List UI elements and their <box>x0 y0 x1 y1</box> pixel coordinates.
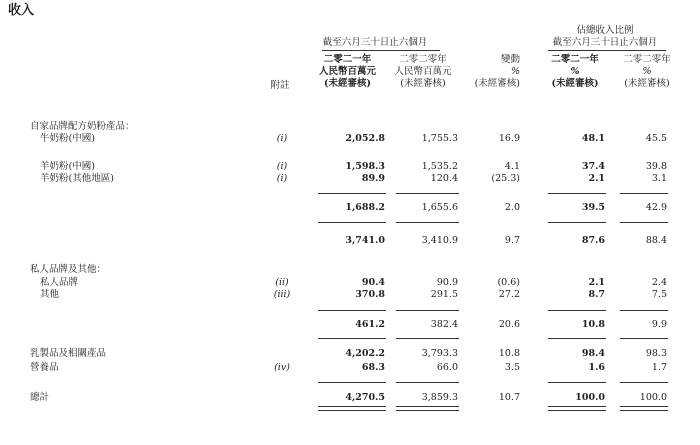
row-value-2021: 370.8 <box>355 289 385 300</box>
row-value-2020: 382.4 <box>430 319 458 330</box>
row-change: 9.7 <box>504 235 520 246</box>
row-pct-2020: 3.1 <box>651 173 667 184</box>
row-label: 營養品 <box>30 362 59 373</box>
row-change: 3.5 <box>504 362 520 373</box>
row-change: (25.3) <box>491 173 520 184</box>
row-value-2020: 3,410.9 <box>421 235 458 246</box>
section-private-brand: 私人品牌及其他： <box>30 264 107 275</box>
double-rule <box>318 406 386 411</box>
rule <box>620 382 668 383</box>
row-value-2020: 291.5 <box>430 289 458 300</box>
row-value-2021: 4,270.5 <box>345 392 385 403</box>
rule <box>396 338 459 339</box>
rule <box>548 338 606 339</box>
rule <box>396 222 459 223</box>
rule <box>548 382 606 383</box>
header-change: 變動 <box>500 54 520 65</box>
rule <box>318 382 386 383</box>
header-period-percent: 截至六月三十日止六個月 <box>552 37 658 48</box>
header-rule-main <box>322 50 440 51</box>
rule <box>548 222 606 223</box>
header-pct-2020-unaudited: (未經審核) <box>624 78 670 89</box>
header-change-unaudited: (未經審核) <box>474 78 520 89</box>
rule <box>318 193 386 194</box>
row-change: 4.1 <box>504 161 520 172</box>
row-label: 乳製品及相關產品 <box>30 348 107 359</box>
row-value-2020: 1,535.2 <box>421 161 458 172</box>
rule <box>548 193 606 194</box>
row-value-2020: 120.4 <box>430 173 458 184</box>
row-change: 20.6 <box>498 319 520 330</box>
header-currency-2021: 人民幣百萬元 <box>318 66 376 77</box>
row-change: (0.6) <box>497 277 520 288</box>
row-pct-2020: 7.5 <box>651 289 667 300</box>
row-label: 總計 <box>30 392 50 403</box>
row-change: 2.0 <box>504 202 520 213</box>
header-unaudited-2020: (未經審核) <box>400 78 446 89</box>
row-change: 27.2 <box>498 289 520 300</box>
row-pct-2021: 87.6 <box>581 235 605 246</box>
row-value-2020: 3,859.3 <box>421 392 458 403</box>
rule <box>620 310 668 311</box>
row-pct-2021: 10.8 <box>581 319 605 330</box>
header-col-2020: 二零二零年 <box>399 54 447 65</box>
rule <box>318 338 386 339</box>
row-value-2020: 66.0 <box>436 362 458 373</box>
row-note: (iii) <box>273 289 291 300</box>
header-change-pct: % <box>510 66 520 77</box>
row-value-2021: 1,688.2 <box>345 202 385 213</box>
row-pct-2020: 39.8 <box>645 161 667 172</box>
row-pct-2021: 37.4 <box>581 161 605 172</box>
row-pct-2021: 98.4 <box>581 348 605 359</box>
row-change: 10.7 <box>498 392 520 403</box>
rule <box>318 222 386 223</box>
row-value-2020: 3,793.3 <box>421 348 458 359</box>
row-value-2020: 1,755.3 <box>421 133 458 144</box>
row-pct-2021: 8.7 <box>588 289 605 300</box>
rule <box>396 193 459 194</box>
row-pct-2020: 2.4 <box>651 277 667 288</box>
row-label: 牛奶粉(中國) <box>40 133 95 144</box>
row-label: 羊奶粉(中國) <box>40 161 95 172</box>
row-note: (i) <box>276 133 288 144</box>
row-value-2021: 1,598.3 <box>345 161 385 172</box>
header-currency-2020: 人民幣百萬元 <box>394 66 452 77</box>
row-pct-2020: 100.0 <box>639 392 667 403</box>
row-note: (i) <box>276 173 288 184</box>
double-rule <box>396 406 459 411</box>
row-label: 其他 <box>40 289 60 300</box>
header-unaudited-2021: (未經審核) <box>324 78 371 89</box>
row-pct-2021: 2.1 <box>588 277 605 288</box>
header-percent-heading: 佔總收入比例 <box>576 25 634 36</box>
row-pct-2020: 98.3 <box>645 348 667 359</box>
rule <box>318 310 386 311</box>
header-rule-percent <box>548 50 666 51</box>
row-value-2021: 90.4 <box>361 277 385 288</box>
row-pct-2020: 9.9 <box>651 319 667 330</box>
header-pct-2021-unaudited: (未經審核) <box>551 78 599 89</box>
rule <box>396 310 459 311</box>
row-value-2021: 461.2 <box>355 319 385 330</box>
row-value-2021: 4,202.2 <box>345 348 385 359</box>
row-pct-2021: 1.6 <box>588 362 605 373</box>
row-note: (ii) <box>275 277 289 288</box>
row-label: 羊奶粉(其他地區) <box>40 173 114 184</box>
row-value-2021: 2,052.8 <box>345 133 385 144</box>
row-value-2021: 68.3 <box>361 362 385 373</box>
row-pct-2020: 1.7 <box>651 362 667 373</box>
row-pct-2021: 2.1 <box>588 173 605 184</box>
row-change: 16.9 <box>498 133 520 144</box>
row-value-2021: 3,741.0 <box>345 235 385 246</box>
header-pct-2020: 二零二零年 <box>623 54 671 65</box>
row-note: (iv) <box>274 362 290 373</box>
row-pct-2020: 88.4 <box>645 235 667 246</box>
header-pct-2020-symbol: % <box>642 66 652 77</box>
rule <box>620 222 668 223</box>
section-own-brand: 自家品牌配方奶粉產品： <box>30 121 135 132</box>
section-title: 收入 <box>8 3 35 18</box>
rule <box>548 310 606 311</box>
header-pct-2021-symbol: % <box>570 66 580 77</box>
row-pct-2020: 45.5 <box>645 133 667 144</box>
row-pct-2021: 100.0 <box>575 392 605 403</box>
row-change: 10.8 <box>498 348 520 359</box>
header-col-2021: 二零二一年 <box>323 54 372 65</box>
rule <box>396 382 459 383</box>
row-value-2021: 89.9 <box>361 173 385 184</box>
row-pct-2021: 48.1 <box>581 133 605 144</box>
header-pct-2021: 二零二一年 <box>551 54 599 65</box>
rule <box>620 338 668 339</box>
double-rule <box>620 406 668 411</box>
row-value-2020: 1,655.6 <box>421 202 458 213</box>
header-period-main: 截至六月三十日止六個月 <box>322 37 428 48</box>
double-rule <box>548 406 606 411</box>
header-note: 附註 <box>270 80 290 91</box>
row-note: (i) <box>276 161 288 172</box>
row-label: 私人品牌 <box>40 277 79 288</box>
rule <box>620 193 668 194</box>
row-value-2020: 90.9 <box>436 277 458 288</box>
row-pct-2021: 39.5 <box>581 202 605 213</box>
row-pct-2020: 42.9 <box>645 202 667 213</box>
